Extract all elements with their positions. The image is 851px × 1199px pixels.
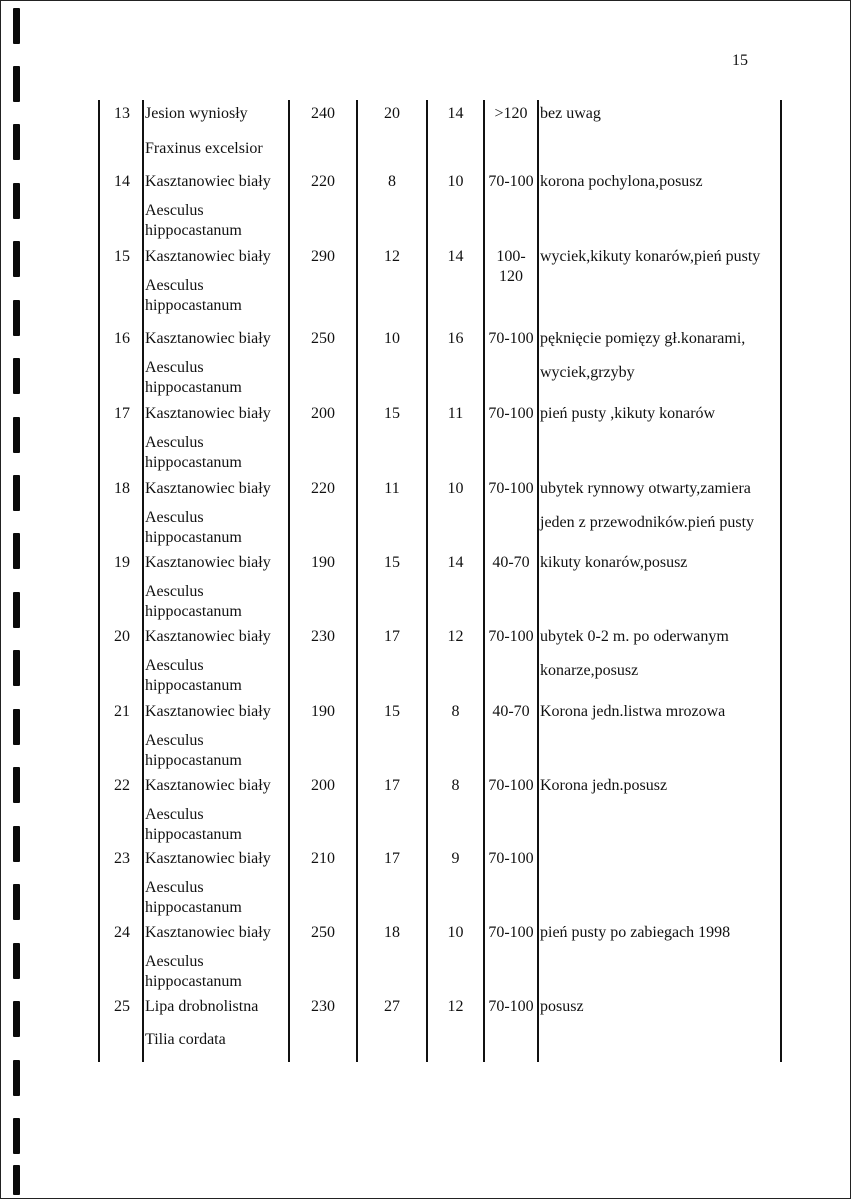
row-number: 14 — [114, 173, 130, 190]
crown-width: 14 — [447, 554, 464, 571]
tree-age: 70-100 — [488, 628, 534, 645]
table-column-rule — [483, 100, 485, 1062]
table-column-rule — [426, 100, 428, 1062]
binding-hole — [13, 1165, 20, 1195]
row-number: 23 — [114, 850, 130, 867]
tree-age: 40-70 — [492, 554, 530, 571]
tree-height: 15 — [384, 405, 400, 422]
species-latin-name: Aesculus hippocastanum — [145, 806, 242, 843]
species-name: Kasztanowiec biały — [145, 924, 271, 941]
trunk-circumference: 210 — [311, 850, 335, 867]
binding-hole — [13, 300, 20, 336]
species-name: Kasztanowiec biały — [145, 554, 271, 571]
table-column-rule — [356, 100, 358, 1062]
remarks: ubytek 0-2 m. po oderwanym — [540, 628, 729, 645]
species-latin-name: Aesculus hippocastanum — [145, 509, 242, 546]
binding-hole — [13, 358, 20, 394]
tree-height: 12 — [384, 248, 400, 265]
tree-age: 70-100 — [488, 173, 534, 190]
binding-hole — [13, 1001, 20, 1037]
binding-hole — [13, 66, 20, 102]
tree-height: 11 — [384, 480, 400, 497]
species-latin-name: Aesculus hippocastanum — [145, 953, 242, 990]
species-name: Kasztanowiec biały — [145, 330, 271, 347]
species-latin-name: Aesculus hippocastanum — [145, 359, 242, 396]
trunk-circumference: 230 — [311, 998, 335, 1015]
crown-width: 12 — [447, 628, 464, 645]
crown-width: 8 — [451, 703, 460, 720]
species-name: Jesion wyniosły — [145, 105, 248, 122]
species-latin-name: Aesculus hippocastanum — [145, 434, 242, 471]
tree-height: 15 — [384, 554, 400, 571]
trunk-circumference: 250 — [311, 924, 335, 941]
trunk-circumference: 200 — [311, 777, 335, 794]
trunk-circumference: 190 — [311, 554, 335, 571]
binding-hole — [13, 826, 20, 862]
binding-hole — [13, 417, 20, 453]
crown-width: 11 — [447, 405, 464, 422]
remarks-continued: jeden z przewodników.pień pusty — [540, 514, 755, 531]
tree-age: 70-100 — [488, 777, 534, 794]
row-number: 18 — [114, 480, 130, 497]
species-name: Kasztanowiec biały — [145, 703, 271, 720]
row-number: 16 — [114, 330, 130, 347]
species-name: Lipa drobnolistna — [145, 998, 259, 1015]
remarks: wyciek,kikuty konarów,pień pusty — [540, 248, 761, 265]
binding-holes — [13, 0, 23, 1199]
row-number: 20 — [114, 628, 130, 645]
binding-hole — [13, 1118, 20, 1154]
binding-hole — [13, 124, 20, 160]
remarks: Korona jedn.listwa mrozowa — [540, 703, 726, 720]
binding-hole — [13, 241, 20, 277]
tree-height: 20 — [384, 105, 400, 122]
species-name: Kasztanowiec biały — [145, 850, 271, 867]
binding-hole — [13, 884, 20, 920]
row-number: 22 — [114, 777, 130, 794]
species-latin-name: Aesculus hippocastanum — [145, 732, 242, 769]
binding-hole — [13, 8, 20, 44]
trunk-circumference: 250 — [311, 330, 335, 347]
crown-width: 10 — [447, 480, 464, 497]
binding-hole — [13, 767, 20, 803]
tree-height: 8 — [388, 173, 396, 190]
remarks: posusz — [540, 998, 584, 1015]
trunk-circumference: 290 — [311, 248, 335, 265]
species-name: Kasztanowiec biały — [145, 628, 271, 645]
tree-age: 70-100 — [488, 850, 534, 867]
trunk-circumference: 230 — [311, 628, 335, 645]
crown-width: 12 — [447, 998, 464, 1015]
species-latin-name: Aesculus hippocastanum — [145, 202, 242, 239]
table-column-rule — [537, 100, 539, 1062]
crown-width: 14 — [447, 105, 464, 122]
remarks: pień pusty po zabiegach 1998 — [540, 924, 731, 941]
binding-hole — [13, 533, 20, 569]
binding-hole — [13, 592, 20, 628]
remarks: Korona jedn.posusz — [540, 777, 668, 794]
remarks: ubytek rynnowy otwarty,zamiera — [540, 480, 751, 497]
row-number: 15 — [114, 248, 130, 265]
species-latin-name: Aesculus hippocastanum — [145, 583, 242, 620]
tree-height: 17 — [384, 628, 400, 645]
species-latin-name: Aesculus hippocastanum — [145, 277, 242, 314]
remarks-continued: wyciek,grzyby — [540, 364, 635, 381]
binding-hole — [13, 709, 20, 745]
trunk-circumference: 190 — [311, 703, 335, 720]
tree-age: 70-100 — [488, 405, 534, 422]
tree-height: 15 — [384, 703, 400, 720]
binding-hole — [13, 1060, 20, 1096]
tree-height: 18 — [384, 924, 400, 941]
table-column-rule — [98, 100, 100, 1062]
remarks: korona pochylona,posusz — [540, 173, 703, 190]
binding-hole — [13, 943, 20, 979]
trunk-circumference: 220 — [311, 480, 335, 497]
binding-hole — [13, 475, 20, 511]
table-column-rule — [288, 100, 290, 1062]
trunk-circumference: 220 — [311, 173, 335, 190]
remarks: pęknięcie pomięzy gł.konarami, — [540, 330, 746, 347]
species-latin-name: Tilia cordata — [145, 1031, 226, 1048]
trunk-circumference: 200 — [311, 405, 335, 422]
species-latin-name: Fraxinus excelsior — [145, 140, 263, 157]
crown-width: 8 — [451, 777, 460, 794]
tree-height: 10 — [384, 330, 400, 347]
crown-width: 16 — [447, 330, 464, 347]
table-column-rule — [142, 100, 144, 1062]
remarks-continued: konarze,posusz — [540, 662, 639, 679]
crown-width: 9 — [451, 850, 460, 867]
species-name: Kasztanowiec biały — [145, 777, 271, 794]
tree-height: 27 — [384, 998, 400, 1015]
crown-width: 14 — [447, 248, 464, 265]
species-latin-name: Aesculus hippocastanum — [145, 657, 242, 694]
row-number: 17 — [114, 405, 130, 422]
table-column-rule — [780, 100, 782, 1062]
row-number: 24 — [114, 924, 130, 941]
tree-age: 40-70 — [492, 703, 530, 720]
row-number: 25 — [114, 998, 130, 1015]
tree-age: 100- 120 — [496, 248, 526, 285]
tree-height: 17 — [384, 850, 400, 867]
crown-width: 10 — [447, 924, 464, 941]
remarks: bez uwag — [540, 105, 601, 122]
tree-age: 70-100 — [488, 330, 534, 347]
tree-age: >120 — [494, 105, 528, 122]
row-number: 21 — [114, 703, 130, 720]
binding-hole — [13, 183, 20, 219]
species-name: Kasztanowiec biały — [145, 173, 271, 190]
remarks: pień pusty ,kikuty konarów — [540, 405, 716, 422]
species-name: Kasztanowiec biały — [145, 248, 271, 265]
tree-age: 70-100 — [488, 998, 534, 1015]
row-number: 19 — [114, 554, 130, 571]
row-number: 13 — [114, 105, 130, 122]
tree-height: 17 — [384, 777, 400, 794]
binding-hole — [13, 650, 20, 686]
species-name: Kasztanowiec biały — [145, 405, 271, 422]
tree-age: 70-100 — [488, 924, 534, 941]
remarks: kikuty konarów,posusz — [540, 554, 688, 571]
species-latin-name: Aesculus hippocastanum — [145, 879, 242, 916]
tree-age: 70-100 — [488, 480, 534, 497]
crown-width: 10 — [447, 173, 464, 190]
trunk-circumference: 240 — [311, 105, 335, 122]
species-name: Kasztanowiec biały — [145, 480, 271, 497]
page-number: 15 — [732, 52, 748, 69]
